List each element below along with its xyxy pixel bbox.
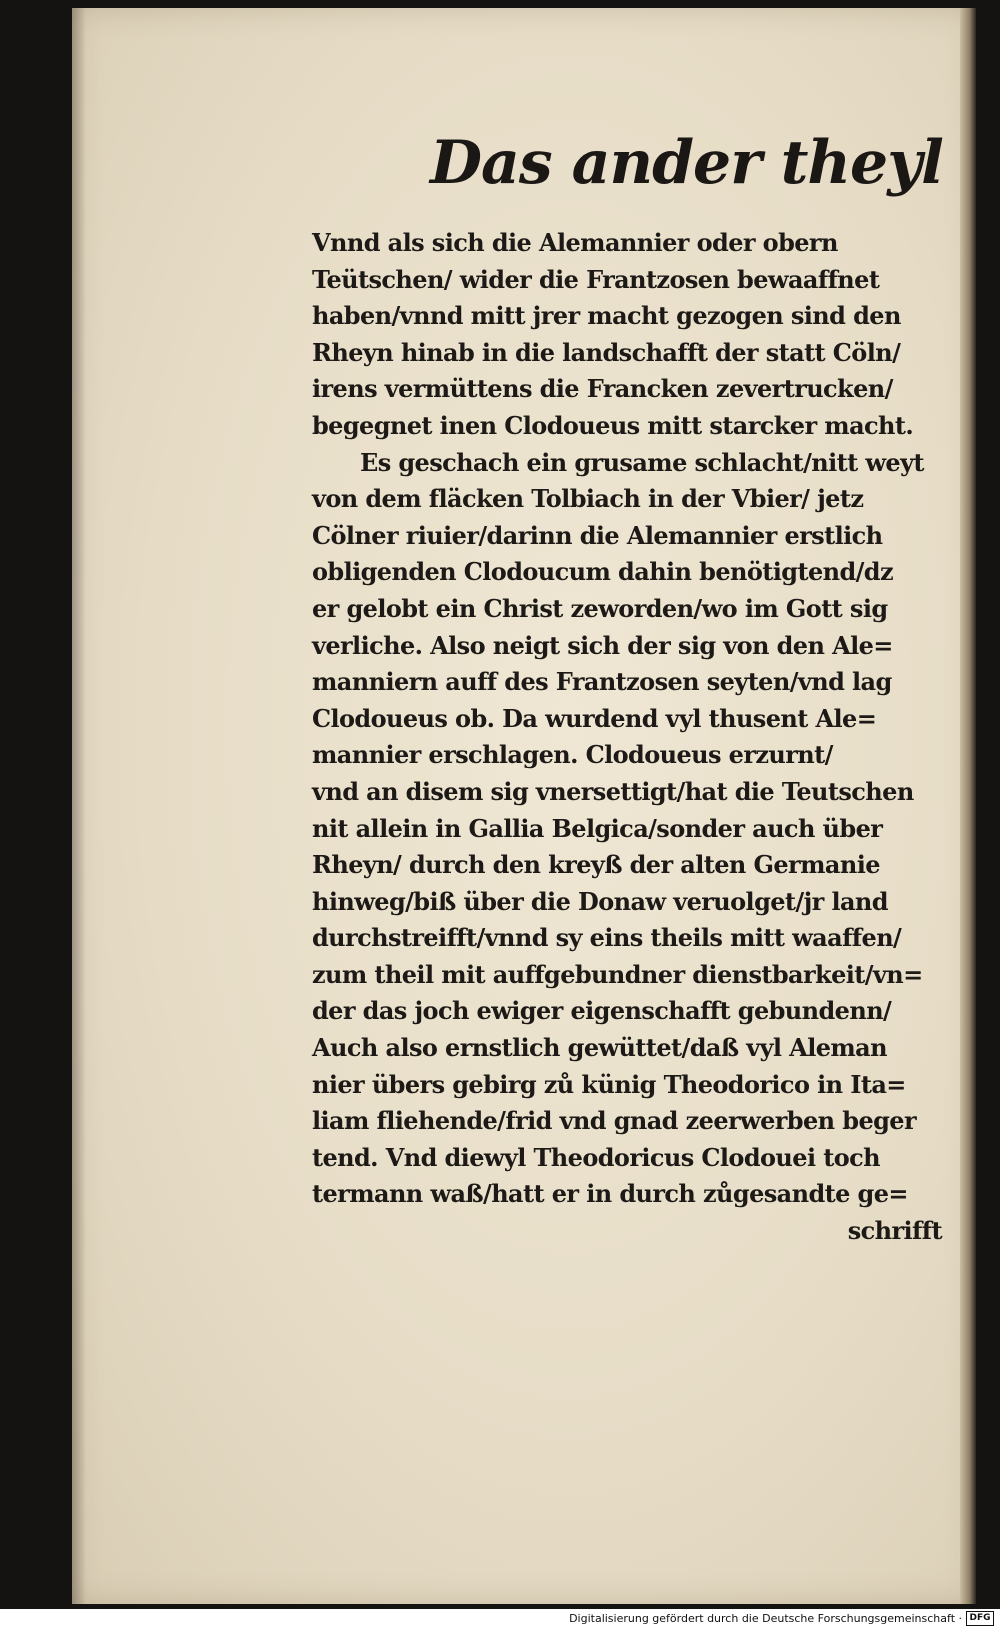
text-line: Teütschen/ wider die Frantzosen bewaaffnet [312,264,880,294]
text-line: termann waß/hatt er in durch zůgesandte ge= [312,1179,908,1209]
funding-credit: Digitalisierung gefördert durch die Deutsche Forschungsgemeinschaft · [569,1612,962,1625]
text-line: hinweg/biß über die Donaw veruolget/jr land [312,886,888,916]
catchword: schrifft [847,1216,942,1246]
text-line: Rheyn/ durch den kreyß der alten Germanie [312,850,880,880]
text-line: Cölner riuier/darinn die Alemannier erstlich [312,520,883,550]
text-line: er gelobt ein Christ zeworden/wo im Gott sig [312,593,888,623]
text-line: irens vermüttens die Francken zevertrucken/ [312,374,893,404]
text-line: Clodoueus ob. Da wurdend vyl thusent Ale= [312,703,877,733]
text-line: Vnnd als sich die Alemannier oder obern [312,228,838,257]
footer-bar [0,1609,1000,1629]
text-line: begegnet inen Clodoueus mitt starcker macht. [312,410,914,440]
text-line: von dem fläcken Tolbiach in der Vbier/ jetz [312,484,864,514]
page-edge [960,8,976,1604]
text-line: zum theil mit auffgebundner dienstbarkeit/vn= [312,959,923,989]
text-line: Rheyn hinab in die landschafft der statt Cöln/ [312,337,901,367]
text-line: durchstreifft/vnnd sy eins theils mitt waaffen/ [312,923,902,953]
text-line: mannier erschlagen. Clodoueus erzurnt/ [312,740,833,770]
text-line: haben/vnnd mitt jrer macht gezogen sind den [312,301,901,331]
text-line: manniern auff des Frantzosen seyten/vnd lag [312,667,892,697]
page-gutter-shadow [72,8,86,1604]
page-heading: Das ander theyl [430,128,943,198]
text-line: der das joch ewiger eigenschafft gebundenn/ [312,996,892,1026]
text-line: nier übers gebirg zů künig Theodorico in Ita= [312,1069,906,1099]
dfg-logo: DFG [966,1611,994,1626]
text-line: obligenden Clodoucum dahin benötigtend/dz [312,557,894,587]
text-line: Es geschach ein grusame schlacht/nitt weyt [360,447,924,477]
text-line: tend. Vnd diewyl Theodoricus Clodouei toch [312,1142,880,1172]
text-line: liam fliehende/frid vnd gnad zeerwerben beger [312,1106,917,1136]
text-line: Auch also ernstlich gewüttet/daß vyl Aleman [312,1033,887,1063]
text-line: vnd an disem sig vnersettigt/hat die Teutschen [312,776,914,806]
body-text [312,225,942,1250]
text-line: nit allein in Gallia Belgica/sonder auch über [312,813,883,843]
text-line: verliche. Also neigt sich der sig von den Ale= [312,630,893,660]
